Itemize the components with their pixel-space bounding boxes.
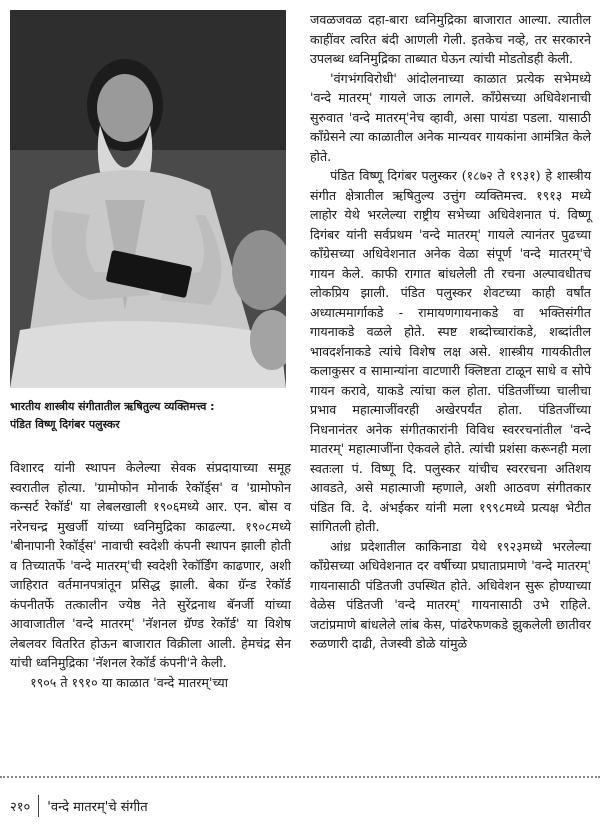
paragraph: 'वंगभंगविरोधी' आंदोलनाच्या काळात प्रत्येक सभेमध्ये 'वन्दे मातरम्' गायले जाऊ लागले. काँग्रेसच्या अधिवेशनाची सुरुवात 'वन्दे मातरम्'नेच व्हावी, असा पायंडा पडला. यासाठी काँग्रेसने त्या काळातील अनेक मान्यवर गायकांना आमंत्रित केले होते.	[310, 70, 591, 164]
footer-divider	[0, 776, 600, 778]
page-number: २१०	[10, 800, 31, 815]
paragraph: १९०५ ते १९१० या काळात 'वन्दे मातरम्'च्या	[30, 674, 228, 690]
paragraph: विशारद यांनी स्थापन केलेल्या सेवक संप्रदायाच्या समूह स्वरातील होत्या. 'ग्रामोफोन मोनार्क रेकॉर्ड्स' व 'ग्रामोफोन कन्सर्ट रेकॉर्ड' या लेबलखाली १९०६मध्ये आर. एन. बोस व नरेनचन्द्र मुखर्जी यांच्या ध्वनिमुद्रिका काढल्या. १९०८मध्ये 'बीनापानी रेकॉर्ड्स' नावाची स्वदेशी कंपनी स्थापन झाली होती व तिच्यातर्फे 'वन्दे मातरम्'ची स्वदेशी रेकॉर्डिंग काढणार, अशी जाहिरात वर्तमानपत्रांतून प्रसिद्ध झाली. बेका ग्रॅन्ड रेकॉर्ड कंपनीतर्फे तत्कालीन ज्येष्ठ नेते सुरेंद्रनाथ बॅनर्जी यांच्या आवाजातील 'वन्दे मातरम्' 'नॅशनल ग्रॅण्ड रेकॉर्ड' या विशेष लेबलवर वितरित होऊन बाजारात विक्रीला आली. हेमचंद्र सेन यांची ध्वनिमुद्रिका 'नॅशनल रेकॉर्ड कंपनी'ने केली.	[10, 460, 291, 670]
paragraph: आंध्र प्रदेशातील काकिनाडा येथे १९२३मध्ये भरलेल्या काँग्रेसच्या अधिवेशनात दर वर्षीच्या प्रघाताप्रमाणे 'वन्दे मातरम्' गायनासाठी पंडितजी उपस्थित होते. अधिवेशन सुरू होण्याच्या वेळेस पंडितजी 'वन्दे मातरम्' गायनासाठी उभे राहिले. जटांप्रमाणे बांधलेले लांब केस, पांढरेफणकडे झुकलेली छातीवर रुळणारी दाढी, तेजस्वी डोळे यांमुळे	[310, 538, 591, 651]
running-title: 'वन्दे मातरम्'चे संगीत	[47, 800, 148, 815]
caption-line-2: पंडित विष्णू दिगंबर पलुस्कर	[10, 418, 120, 431]
photo-caption	[10, 398, 288, 434]
portrait-illustration	[10, 10, 286, 388]
footer-separator	[38, 795, 39, 817]
caption-line-1: भारतीय शास्त्रीय संगीतातील ऋषितुल्य व्यक्तिमत्त्व :	[10, 400, 215, 413]
left-text-column	[10, 458, 291, 692]
paragraph: जवळजवळ दहा-बारा ध्वनिमुद्रिका बाजारात आल्या. त्यातील काहींवर त्वरित बंदी आणली गेली. इतकेच नव्हे, तर सरकारने उपलब्ध ध्वनिमुद्रिका ताब्यात घेऊन त्यांची मोडतोडही केली.	[310, 12, 591, 66]
paragraph: पंडित विष्णू दिगंबर पलुस्कर (१८७२ ते १९३१) हे शास्त्रीय संगीत क्षेत्रातील ऋषितुल्य उत्तुंग व्यक्तिमत्त्व. १९१३ मध्ये लाहोर येथे भरलेल्या राष्ट्रीय सभेच्या अधिवेशनात पं. विष्णू दिगंबर यांनी सर्वप्रथम 'वन्दे मातरम्' गायले त्यानंतर पुढच्या काँग्रेसच्या अधिवेशनात अनेक वेळा संपूर्ण 'वन्दे मातरम्'चे गायन केले. काफी रागात बांधलेली ती रचना अल्पावधीतच लोकप्रिय झाली. पंडित पलुस्कर शेवटच्या काही वर्षांत अध्यात्ममार्गाकडे - रामायणगायनाकडे वा भक्तिसंगीत गायनाकडे वळले होते. स्पष्ट शब्दोच्चारांकडे, शब्दांतील भावदर्शनाकडे त्यांचे विशेष लक्ष असे. शास्त्रीय गायकीतील कलाकुसर व सामान्यांना वाटणारी क्लिष्टता टाळून साधे व सोपे गायन करावे, याकडे त्यांचा कल होता. पंडितजींच्या चालीचा प्रभाव महात्माजींवरही अखेरपर्यंत होता. पंडितजींच्या निधनानंतर अनेक संगीतकारांनी विविध स्वररचनांतील 'वन्दे मातरम्' महात्माजींना ऐकवले होते. त्यांची प्रशंसा करूनही मला स्वतःला पं. विष्णू दि. पलुस्कर यांचीच स्वररचना अतिशय आवडते, असे महात्माजी म्हणाले, अशी आठवण संगीतकार पंडित वि. दे. अंभईकर यांनी मला १९९८मध्ये प्रत्यक्ष भेटीत सांगितली होती.	[310, 168, 591, 534]
right-text-column	[310, 10, 591, 654]
portrait-photo	[10, 10, 286, 388]
page-footer	[10, 795, 148, 817]
